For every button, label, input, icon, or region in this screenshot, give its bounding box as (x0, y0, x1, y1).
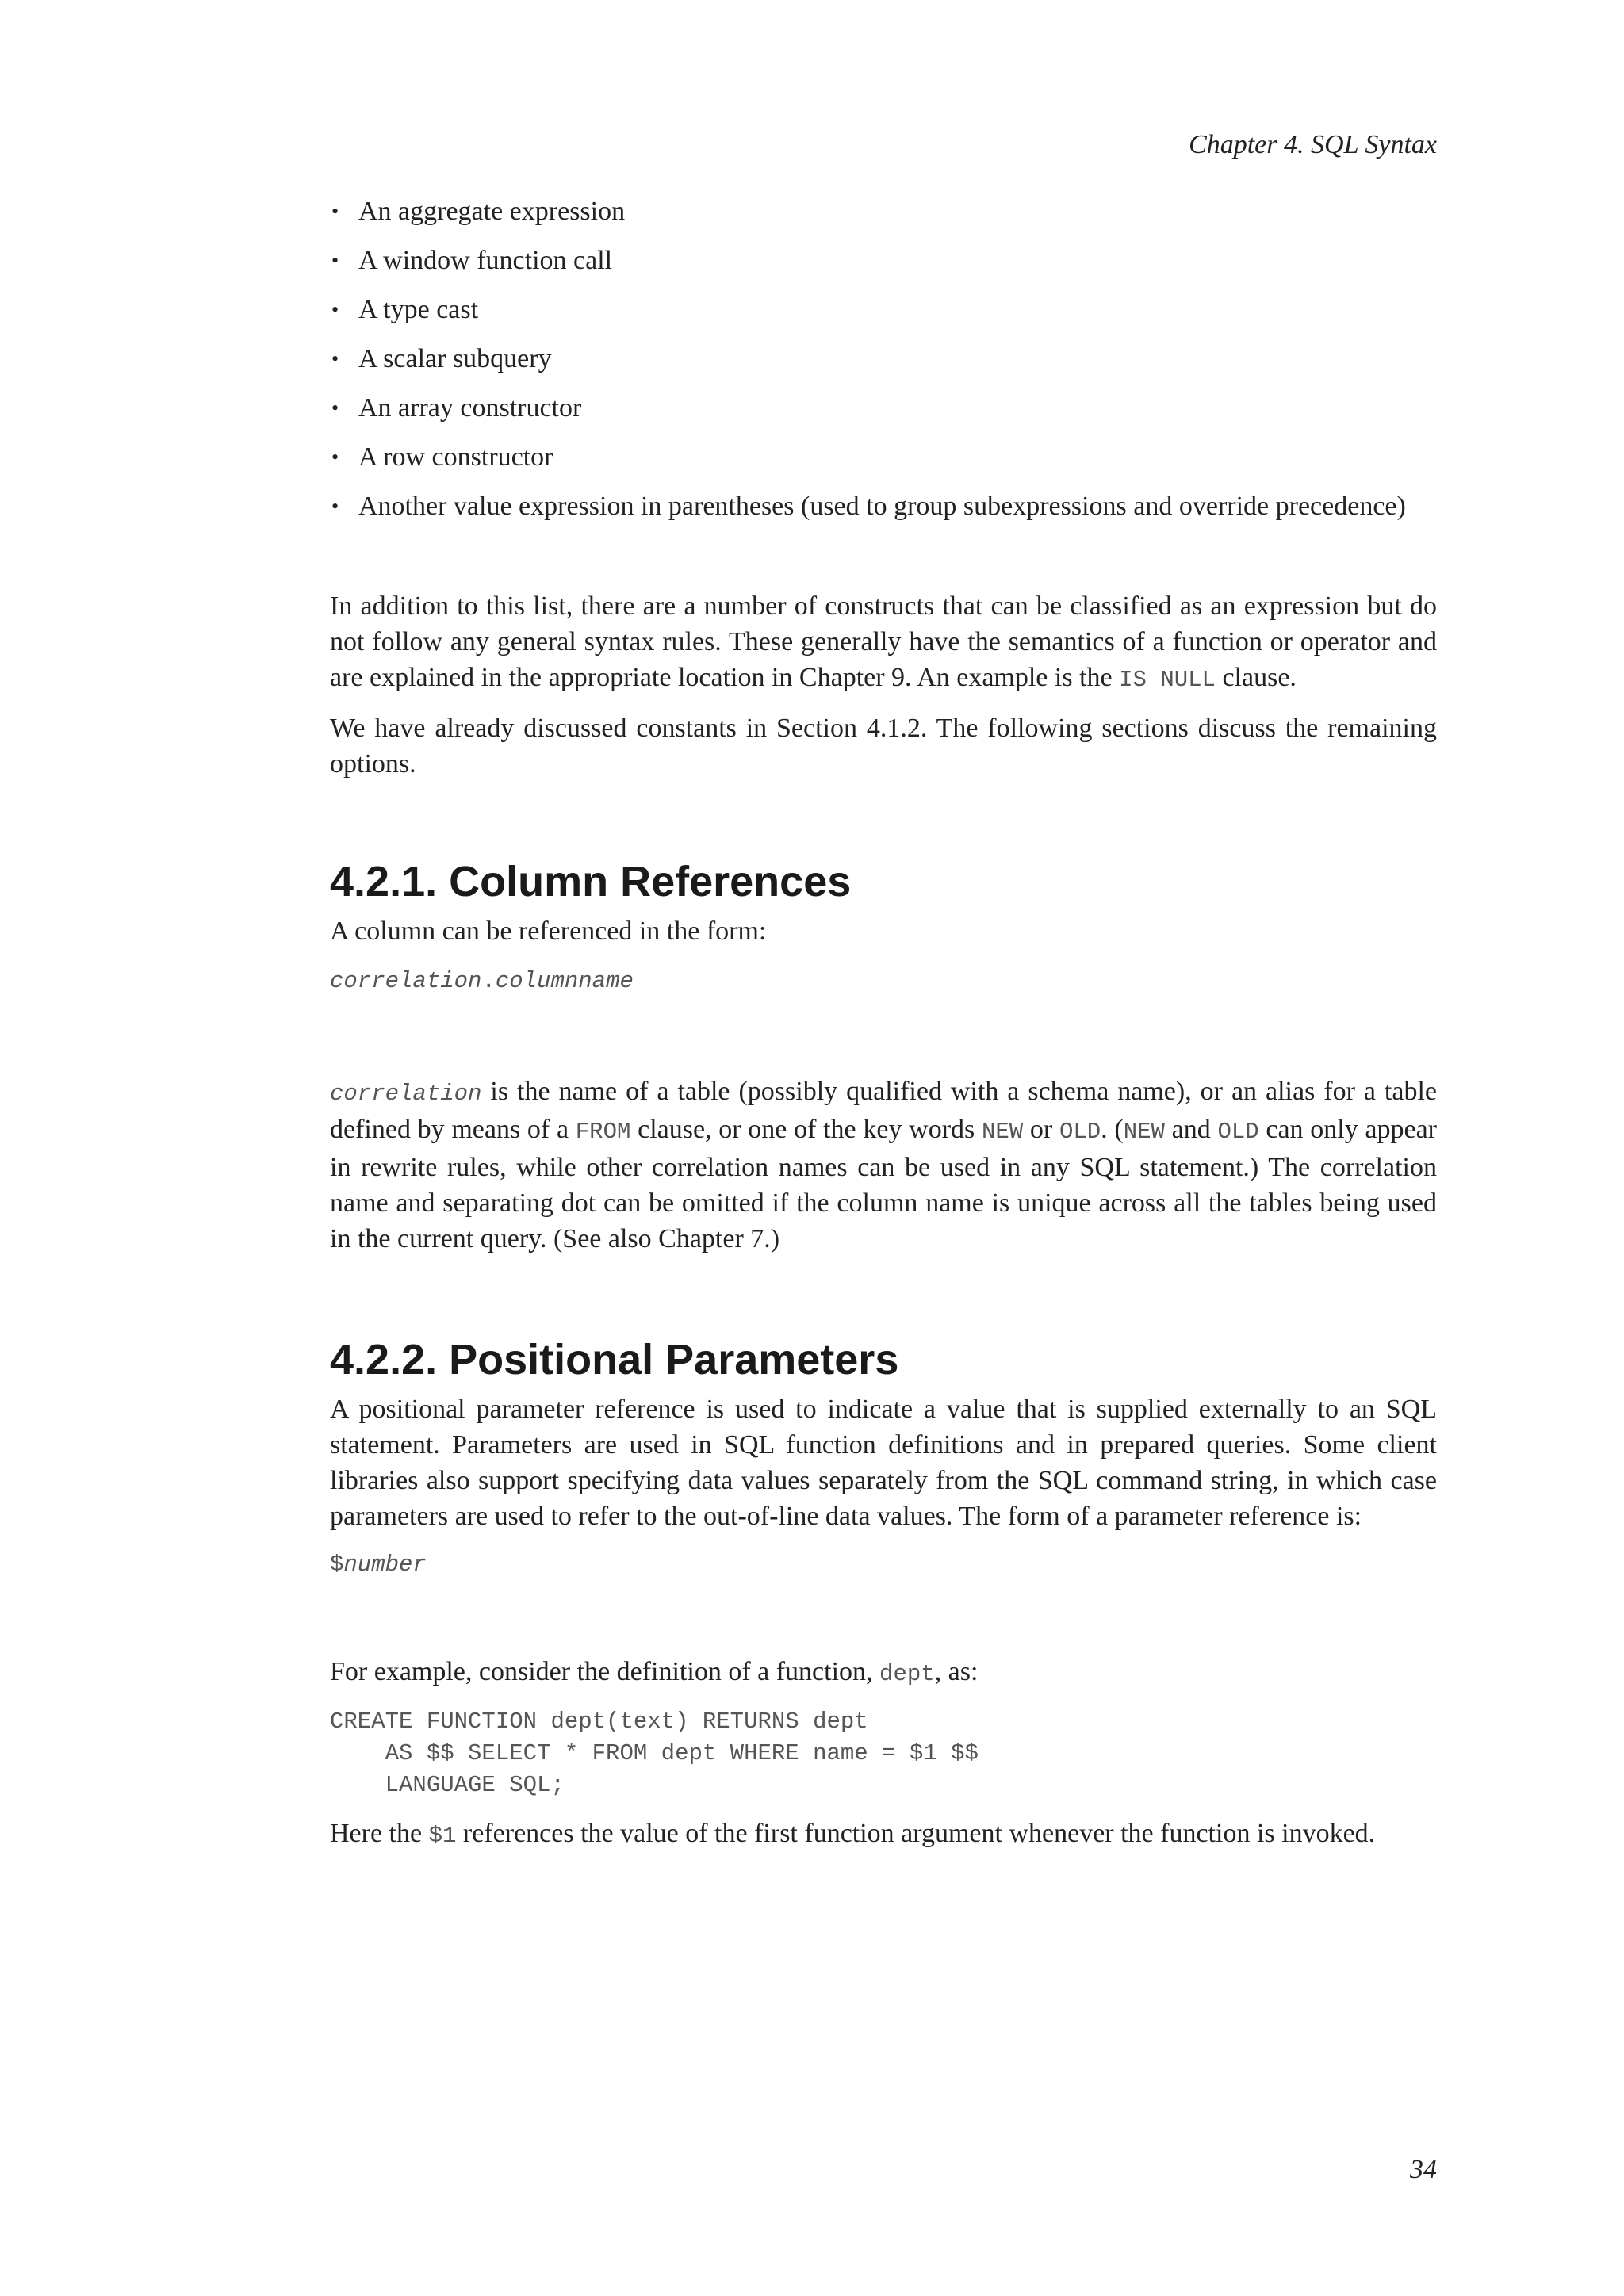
intro-paragraph-2: We have already discussed constants in Section 4.1.2. The following sections discuss the remaining options. (330, 714, 1437, 779)
inline-code: FROM (575, 1119, 631, 1145)
list-item: • An aggregate expression (330, 193, 1437, 243)
list-item: • An array constructor (330, 390, 1437, 439)
inline-code: NEW (981, 1119, 1024, 1145)
list-item: • A type cast (330, 292, 1437, 341)
column-references-description: correlation is the name of a table (possibly qualified with a schema name), or an alias for a table defined by means of a FROM clause, or one of the key words NEW or OLD. (NEW and OLD can only appear in rewrite rules, while other correlation names can be used in any SQL statement.) The correlation name and separating dot can be omitted if the column name is unique across all the tables being used in the current query. (See also Chapter 7.) (330, 1077, 1438, 1253)
list-item: • A row constructor (330, 439, 1437, 488)
inline-code: dept (879, 1661, 935, 1687)
bullet-icon: • (331, 249, 339, 272)
inline-code: $1 (428, 1823, 457, 1849)
section-heading-positional-parameters: 4.2.2. Positional Parameters (330, 1336, 899, 1383)
bullet-icon: • (331, 347, 339, 370)
bullet-icon: • (331, 446, 339, 469)
running-header: Chapter 4. SQL Syntax (1189, 130, 1437, 159)
column-references-lead: A column can be referenced in the form: (330, 916, 767, 946)
document-page (330, 0, 1437, 2296)
inline-code: correlation (330, 1081, 482, 1107)
page-number: 34 (1410, 2155, 1437, 2184)
column-reference-syntax: correlation.columnname (330, 968, 634, 994)
inline-code: IS NULL (1119, 667, 1216, 693)
section-heading-column-references: 4.2.1. Column References (330, 858, 852, 905)
positional-parameters-lead: A positional parameter reference is used to indicate a value that is supplied externally to an SQL statement. Parameters are used in SQL function definitions and in prepared queries. Some client libraries also support specifying data values separately from the SQL command string, in which case parameters are used to refer to the out-of-line data values. The form of a parameter reference is: (330, 1395, 1437, 1531)
code-example: CREATE FUNCTION dept(text) RETURNS dept AS $$ SELECT * FROM dept WHERE name = $1 $$ LANGUAGE SQL; (330, 1709, 979, 1798)
example-intro: For example, consider the definition of a function, dept, as: (330, 1657, 979, 1687)
intro-paragraph: In addition to this list, there are a number of constructs that can be classified as an expression but do not follow any general syntax rules. These generally have the semantics of a function or operator and are explained in the appropriate location in Chapter 9. An example is the IS NULL clause. (330, 591, 1437, 693)
list-item: • A window function call (330, 243, 1437, 292)
list-item: • Another value expression in parentheses (used to group subexpressions and override precedence) (330, 488, 1437, 538)
list-item: • A scalar subquery (330, 341, 1437, 390)
inline-code: OLD (1059, 1119, 1101, 1145)
expression-kinds-list (330, 193, 1437, 538)
inline-code: OLD (1217, 1119, 1259, 1145)
example-explanation: Here the $1 references the value of the first function argument whenever the function is invoked. (330, 1819, 1376, 1849)
bullet-icon: • (331, 396, 339, 419)
inline-code: NEW (1123, 1119, 1165, 1145)
bullet-icon: • (331, 200, 339, 223)
page-content (330, 193, 1437, 1854)
bullet-icon: • (331, 298, 339, 321)
parameter-reference-syntax: $number (330, 1552, 427, 1578)
bullet-icon: • (331, 495, 339, 518)
